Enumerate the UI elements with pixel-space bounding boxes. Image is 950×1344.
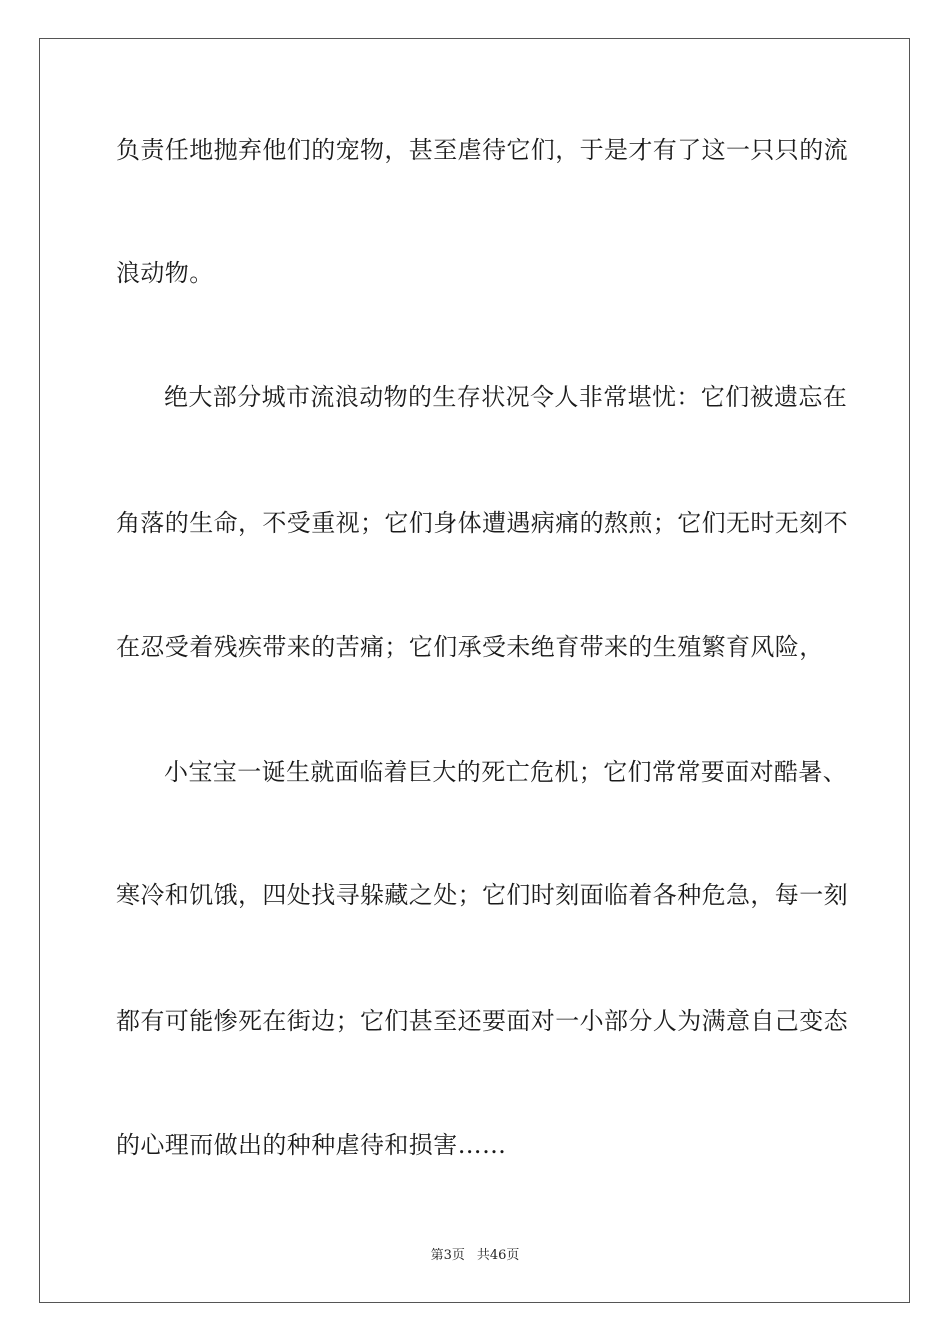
page-border <box>39 38 910 1303</box>
paragraph-start-line: 小宝宝一诞生就面临着巨大的死亡危机；它们常常要面对酷暑、 <box>164 758 848 786</box>
page-footer <box>0 1247 950 1265</box>
paragraph-start-line: 绝大部分城市流浪动物的生存状况令人非常堪忧：它们被遗忘在 <box>164 383 848 411</box>
text-line: 的心理而做出的种种虐待和损害…… <box>116 1131 507 1159</box>
text-line: 浪动物。 <box>116 259 214 287</box>
text-line: 角落的生命，不受重视；它们身体遭遇病痛的熬煎；它们无时无刻不 <box>116 509 848 537</box>
text-line: 都有可能惨死在街边；它们甚至还要面对一小部分人为满意自己变态 <box>116 1007 848 1035</box>
text-line: 寒冷和饥饿，四处找寻躲藏之处；它们时刻面临着各种危急，每一刻 <box>116 881 848 909</box>
page-number: 第3页 <box>430 1248 465 1263</box>
total-pages: 共46页 <box>476 1248 520 1263</box>
text-line: 负责任地抛弃他们的宠物，甚至虐待它们，于是才有了这一只只的流 <box>116 136 848 164</box>
text-line: 在忍受着残疾带来的苦痛；它们承受未绝育带来的生殖繁育风险， <box>116 633 824 661</box>
